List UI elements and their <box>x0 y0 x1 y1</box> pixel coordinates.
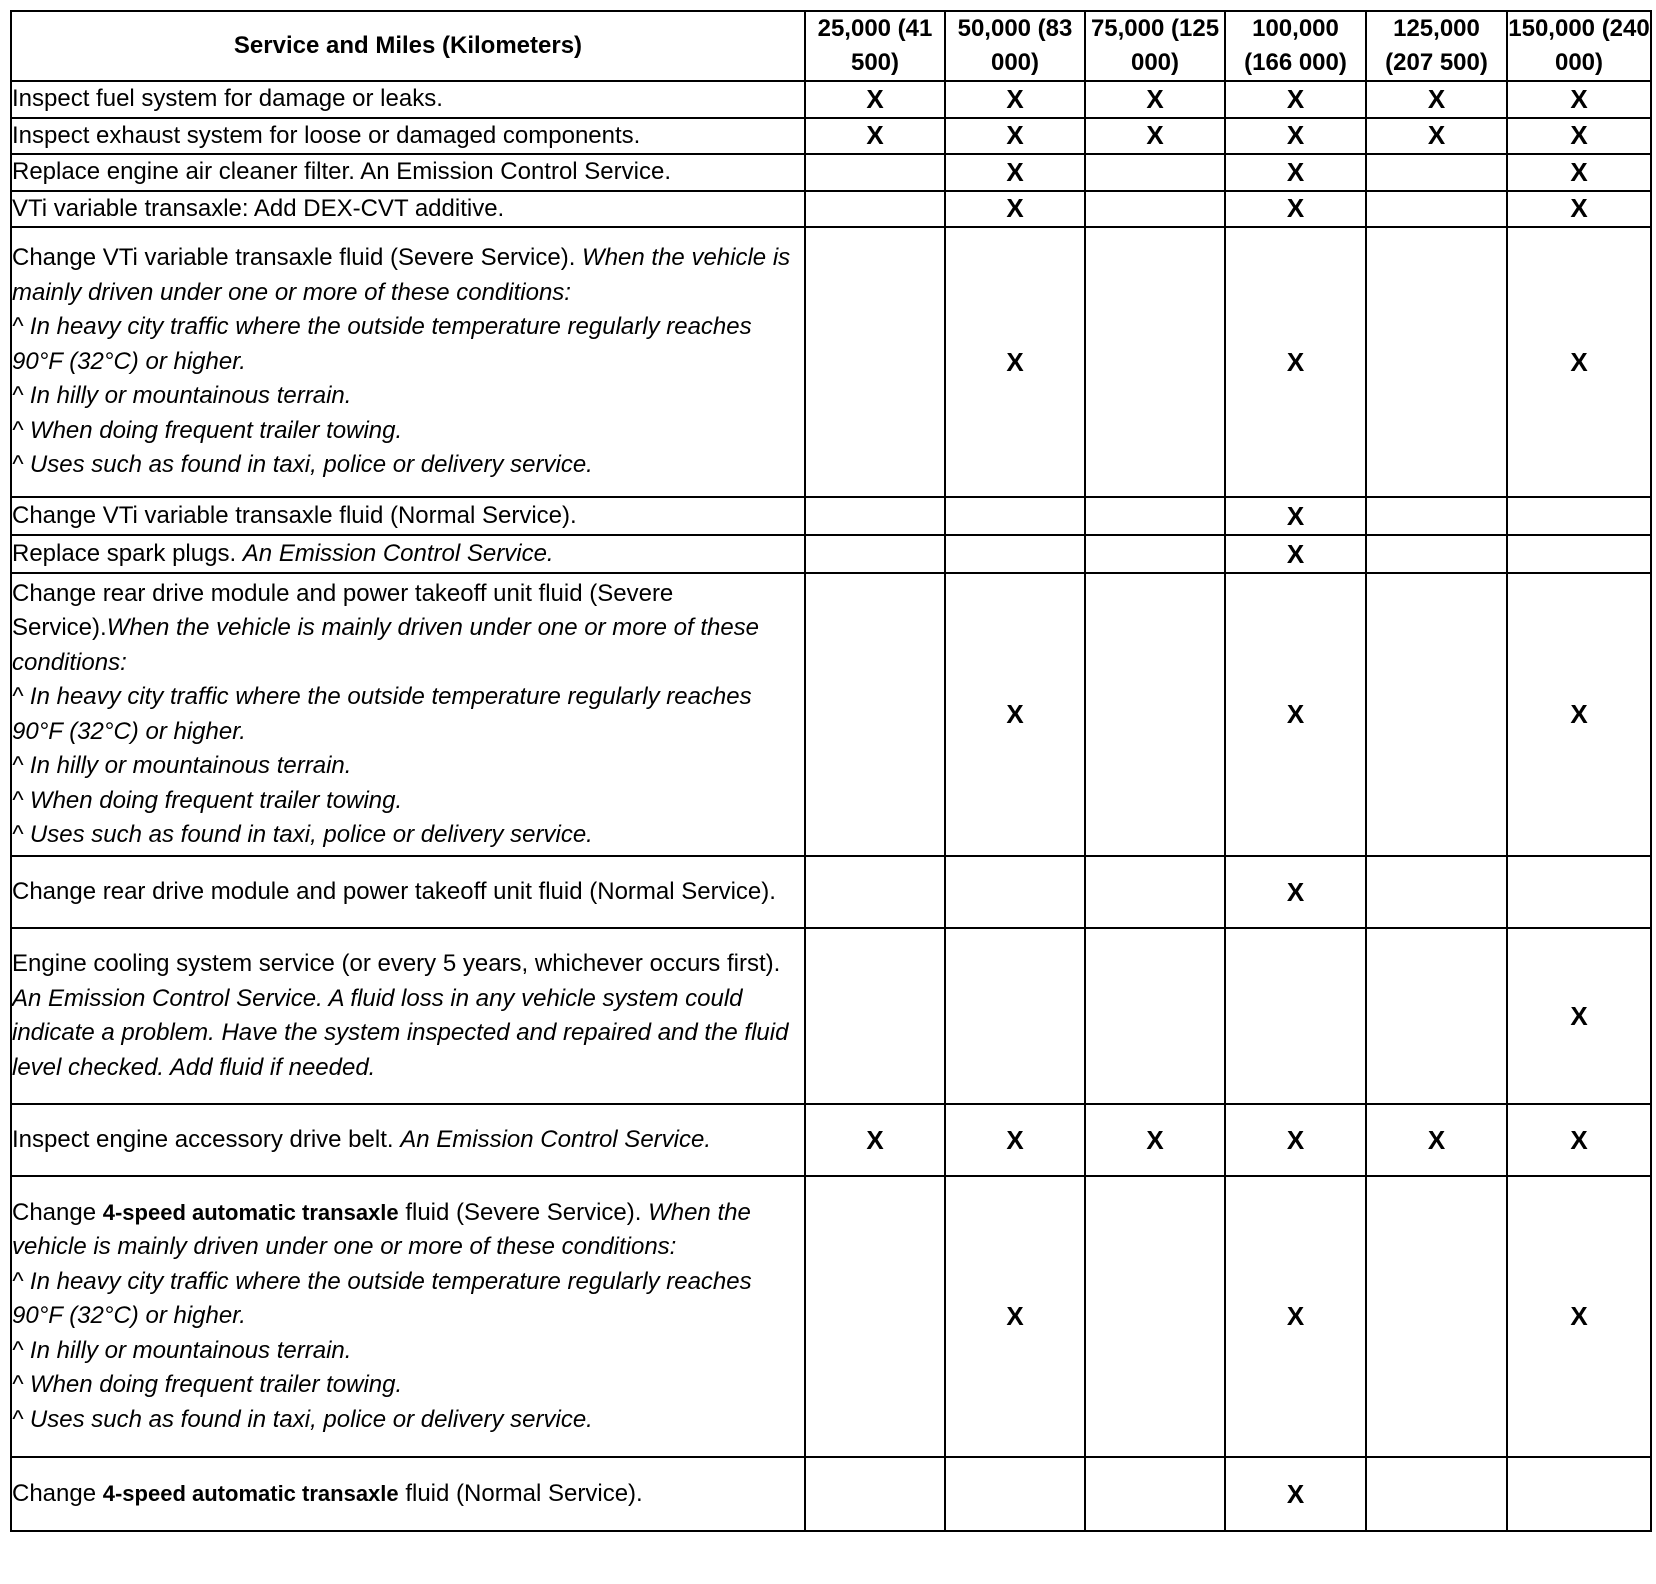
service-description <box>11 535 805 573</box>
service-description <box>11 573 805 856</box>
service-mark: X <box>1570 346 1588 377</box>
interval-cell <box>1507 1104 1651 1176</box>
table-row <box>11 81 1651 118</box>
service-text: fluid (Normal Service). <box>398 1479 643 1507</box>
interval-cell <box>1366 1104 1507 1176</box>
service-mark: X <box>1286 193 1305 224</box>
service-mark: X <box>1427 120 1446 151</box>
service-text: 4-speed automatic transaxle <box>102 1199 399 1225</box>
interval-cell <box>945 497 1085 535</box>
condition-line: ^ Uses such as found in taxi, police or delivery service. <box>12 1405 593 1433</box>
interval-cell <box>1507 118 1651 155</box>
interval-cell <box>805 1104 945 1176</box>
service-mark: X <box>1427 1124 1446 1155</box>
service-description <box>11 227 805 497</box>
service-text: When the vehicle is mainly driven under one or more of these conditions: <box>12 614 760 676</box>
interval-cell <box>945 856 1085 928</box>
interval-cell <box>1085 227 1225 497</box>
interval-cell <box>1085 1457 1225 1531</box>
service-mark: X <box>1146 120 1164 151</box>
table-row <box>11 497 1651 535</box>
interval-cell <box>805 1457 945 1531</box>
interval-cell <box>1366 191 1507 228</box>
service-text: When the vehicle is mainly driven under one or more of these conditions: <box>12 244 791 306</box>
service-mark: X <box>1570 193 1588 224</box>
interval-cell <box>1507 81 1651 118</box>
table-row <box>11 227 1651 497</box>
interval-cell <box>805 191 945 228</box>
table-row <box>11 1457 1651 1531</box>
service-mark: X <box>1006 1301 1024 1331</box>
service-mark: X <box>1006 120 1024 151</box>
interval-cell <box>1366 227 1507 497</box>
service-column-header: Service and Miles (Kilometers) <box>11 11 805 81</box>
interval-cell <box>805 856 945 928</box>
interval-header: 75,000 (125 000) <box>1085 11 1225 81</box>
service-text: Engine cooling system service (or every 5 years, whichever occurs first). <box>12 950 781 977</box>
interval-cell <box>1225 535 1366 573</box>
interval-cell <box>945 1104 1085 1176</box>
service-text: Change rear drive module and power takeoff unit fluid (Normal Service). <box>12 877 776 905</box>
interval-cell <box>1225 118 1366 155</box>
interval-cell <box>1225 856 1366 928</box>
interval-header: 50,000 (83 000) <box>945 11 1085 81</box>
service-text: VTi variable transaxle: Add DEX-CVT additive. <box>12 194 505 222</box>
interval-cell <box>945 154 1085 191</box>
interval-cell <box>1366 81 1507 118</box>
table-row <box>11 191 1651 228</box>
interval-cell <box>805 573 945 856</box>
interval-cell <box>1507 856 1651 928</box>
interval-cell <box>1507 1176 1651 1457</box>
service-mark: X <box>1006 156 1024 187</box>
service-text: fluid (Severe Service). <box>398 1198 649 1226</box>
service-text: An Emission Control Service. <box>242 539 554 567</box>
interval-header: 25,000 (41 500) <box>805 11 945 81</box>
interval-cell <box>945 1176 1085 1457</box>
service-mark: X <box>1427 83 1446 114</box>
service-mark: X <box>1286 500 1305 531</box>
service-mark: X <box>1286 1301 1305 1331</box>
interval-cell <box>1366 535 1507 573</box>
condition-line: ^ When doing frequent trailer towing. <box>12 786 403 814</box>
interval-cell <box>1507 535 1651 573</box>
interval-cell <box>1225 154 1366 191</box>
condition-line: ^ In heavy city traffic where the outside temperature regularly reaches 90°F (32°C) or higher. <box>12 313 752 375</box>
service-mark: X <box>1006 346 1024 377</box>
service-text: When the vehicle is mainly driven under one or more of these conditions: <box>12 1198 751 1261</box>
interval-cell <box>1225 497 1366 535</box>
interval-cell <box>1085 573 1225 856</box>
condition-line: ^ Uses such as found in taxi, police or delivery service. <box>12 451 593 479</box>
interval-cell <box>1366 154 1507 191</box>
service-description <box>11 856 805 928</box>
service-text: Change <box>12 1479 103 1507</box>
table-row <box>11 118 1651 155</box>
condition-line: ^ In heavy city traffic where the outside temperature regularly reaches 90°F (32°C) or higher. <box>12 683 752 745</box>
condition-line: ^ In hilly or mountainous terrain. <box>12 1336 352 1364</box>
service-description <box>11 928 805 1104</box>
service-text: 4-speed automatic transaxle <box>102 1480 399 1506</box>
interval-cell <box>1225 1104 1366 1176</box>
service-text: Inspect exhaust system for loose or damaged components. <box>12 121 641 149</box>
interval-cell <box>1366 497 1507 535</box>
interval-cell <box>1507 573 1651 856</box>
service-mark: X <box>1286 876 1305 907</box>
interval-cell <box>945 928 1085 1104</box>
service-mark: X <box>1570 1124 1588 1155</box>
service-mark: X <box>866 1124 884 1155</box>
condition-line: ^ In hilly or mountainous terrain. <box>12 752 352 779</box>
interval-cell <box>1507 191 1651 228</box>
interval-cell <box>1507 154 1651 191</box>
table-row <box>11 856 1651 928</box>
condition-line: ^ In heavy city traffic where the outside temperature regularly reaches 90°F (32°C) or higher. <box>12 1267 752 1330</box>
interval-cell <box>945 227 1085 497</box>
service-description <box>11 81 805 118</box>
service-mark: X <box>1006 193 1024 224</box>
interval-cell <box>1366 1176 1507 1457</box>
interval-cell <box>1225 928 1366 1104</box>
service-mark: X <box>1286 699 1305 729</box>
service-mark: X <box>1570 1000 1588 1031</box>
table-row <box>11 1176 1651 1457</box>
service-text: An Emission Control Service. A fluid loss in any vehicle system could indicate a problem. Have the system inspected and repaired and the fluid level checked. Add fluid if needed. <box>12 984 789 1081</box>
service-mark: X <box>1570 699 1588 729</box>
service-mark: X <box>1146 83 1164 114</box>
table-row <box>11 535 1651 573</box>
service-text: Replace engine air cleaner filter. An Emission Control Service. <box>12 158 671 185</box>
header-row <box>11 11 1651 81</box>
service-text: Inspect fuel system for damage or leaks. <box>12 85 443 112</box>
interval-cell <box>805 81 945 118</box>
interval-cell <box>1366 1457 1507 1531</box>
service-mark: X <box>1006 1124 1024 1155</box>
interval-cell <box>805 535 945 573</box>
interval-cell <box>1225 573 1366 856</box>
interval-cell <box>1085 928 1225 1104</box>
interval-cell <box>945 1457 1085 1531</box>
interval-header: 125,000 (207 500) <box>1366 11 1507 81</box>
service-description <box>11 497 805 535</box>
service-description <box>11 154 805 191</box>
interval-cell <box>945 118 1085 155</box>
table-row <box>11 1104 1651 1176</box>
interval-cell <box>1366 573 1507 856</box>
service-mark: X <box>1006 83 1024 114</box>
interval-cell <box>1085 118 1225 155</box>
table-row <box>11 154 1651 191</box>
interval-cell <box>1507 1457 1651 1531</box>
interval-cell <box>1085 191 1225 228</box>
interval-cell <box>1366 856 1507 928</box>
interval-cell <box>1366 118 1507 155</box>
interval-cell <box>1085 856 1225 928</box>
schedule-body <box>11 81 1651 1531</box>
service-mark: X <box>1286 346 1305 377</box>
service-mark: X <box>866 120 884 151</box>
interval-cell <box>1085 497 1225 535</box>
maintenance-schedule-table <box>10 10 1652 1532</box>
interval-cell <box>805 154 945 191</box>
interval-cell <box>805 1176 945 1457</box>
condition-line: ^ In hilly or mountainous terrain. <box>12 382 352 410</box>
interval-cell <box>805 227 945 497</box>
service-text: Replace spark plugs. <box>12 539 243 567</box>
service-description <box>11 1104 805 1176</box>
service-description <box>11 1457 805 1531</box>
interval-cell <box>945 535 1085 573</box>
service-mark: X <box>1286 1124 1305 1155</box>
service-mark: X <box>1286 538 1305 569</box>
service-mark: X <box>866 83 884 114</box>
interval-header: 150,000 (240 000) <box>1507 11 1651 81</box>
interval-cell <box>1507 497 1651 535</box>
service-mark: X <box>1286 83 1305 114</box>
service-text: Change VTi variable transaxle fluid (Normal Service). <box>12 501 577 529</box>
service-text: An Emission Control Service. <box>400 1125 711 1153</box>
service-text: Change <box>12 1198 103 1226</box>
service-description <box>11 1176 805 1457</box>
interval-cell <box>1507 928 1651 1104</box>
interval-cell <box>945 191 1085 228</box>
condition-line: ^ When doing frequent trailer towing. <box>12 416 403 444</box>
service-mark: X <box>1286 120 1305 151</box>
service-mark: X <box>1286 1478 1305 1509</box>
interval-cell <box>805 928 945 1104</box>
interval-cell <box>1225 1457 1366 1531</box>
interval-cell <box>945 573 1085 856</box>
service-description <box>11 191 805 228</box>
service-mark: X <box>1570 1301 1588 1331</box>
interval-cell <box>1085 154 1225 191</box>
interval-cell <box>1366 928 1507 1104</box>
interval-cell <box>1225 81 1366 118</box>
condition-line: ^ Uses such as found in taxi, police or delivery service. <box>12 821 593 848</box>
service-mark: X <box>1570 156 1588 187</box>
service-mark: X <box>1570 120 1588 151</box>
service-mark: X <box>1570 83 1588 114</box>
interval-cell <box>1085 1176 1225 1457</box>
service-mark: X <box>1286 156 1305 187</box>
interval-cell <box>1225 227 1366 497</box>
service-mark: X <box>1006 699 1024 729</box>
interval-cell <box>1085 81 1225 118</box>
interval-cell <box>805 497 945 535</box>
interval-cell <box>945 81 1085 118</box>
interval-cell <box>1225 191 1366 228</box>
interval-cell <box>1507 227 1651 497</box>
service-text: Change VTi variable transaxle fluid (Severe Service). <box>12 244 583 272</box>
interval-cell <box>805 118 945 155</box>
condition-line: ^ When doing frequent trailer towing. <box>12 1371 403 1399</box>
service-description <box>11 118 805 155</box>
service-text: Inspect engine accessory drive belt. <box>12 1125 401 1153</box>
interval-cell <box>1085 1104 1225 1176</box>
table-row <box>11 928 1651 1104</box>
interval-cell <box>1085 535 1225 573</box>
table-row <box>11 573 1651 856</box>
interval-cell <box>1225 1176 1366 1457</box>
service-text: Change rear drive module and power takeoff unit fluid (Severe Service). <box>12 579 674 641</box>
interval-header: 100,000 (166 000) <box>1225 11 1366 81</box>
service-mark: X <box>1146 1124 1164 1155</box>
